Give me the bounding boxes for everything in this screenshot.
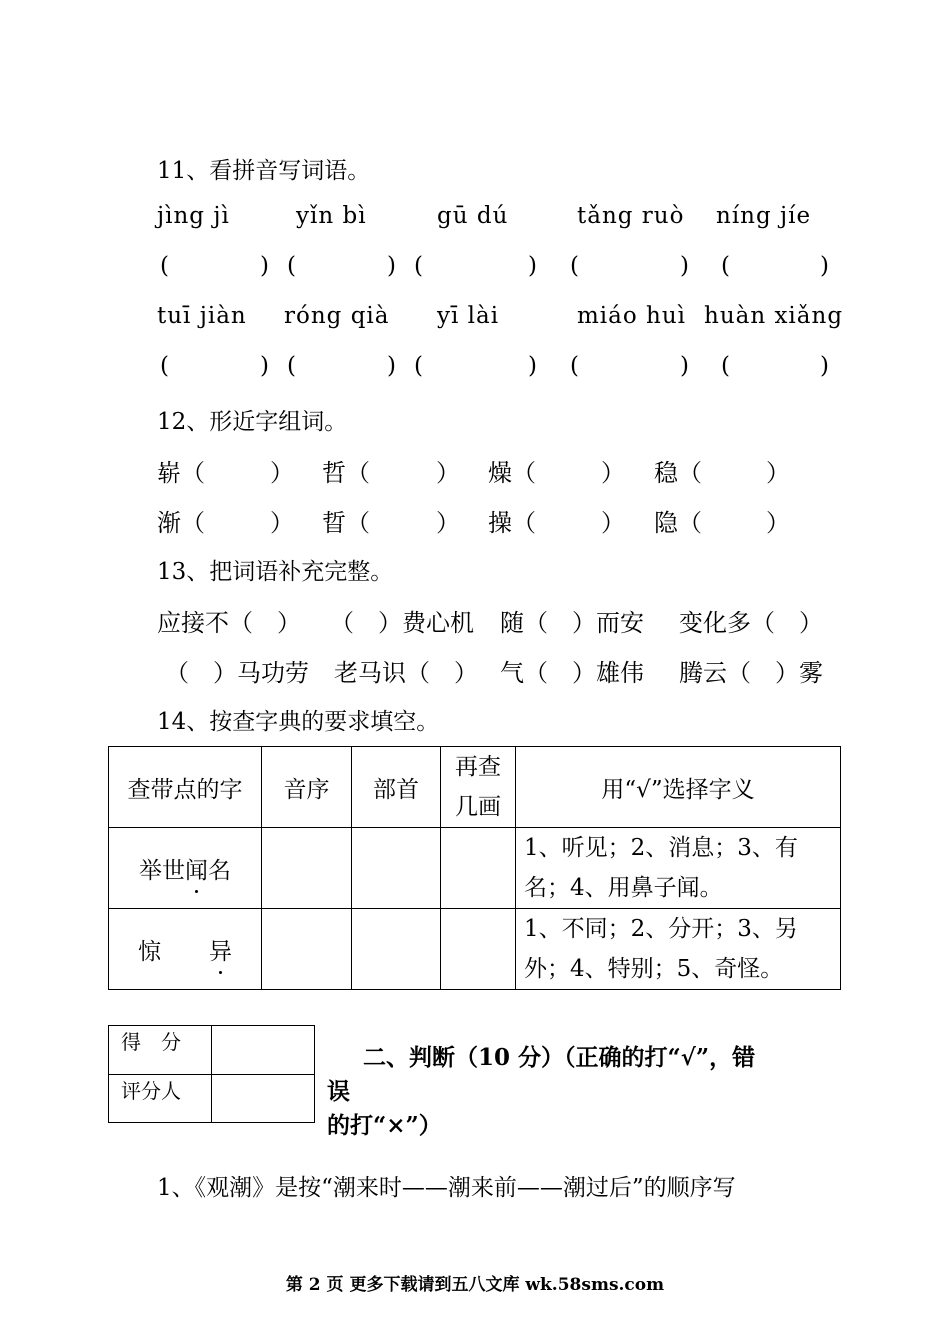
idiom-item: 随（ ）而安 (500, 609, 644, 637)
dictionary-table (108, 746, 841, 990)
open-paren: ( (287, 353, 296, 379)
close-paren: ) (260, 353, 269, 379)
char-word-item: ） (436, 459, 460, 487)
close-paren: ) (260, 253, 269, 279)
header-cell: 音序 (262, 747, 352, 828)
score-box (108, 1025, 315, 1123)
open-paren: ( (721, 353, 730, 379)
pinyin-item: yī lài (437, 303, 500, 329)
q13-title: 13、把词语补充完整。 (157, 559, 394, 585)
char-word-item: 隐（ (654, 509, 702, 537)
q14-title: 14、按查字典的要求填空。 (157, 709, 440, 735)
close-paren: ) (528, 253, 537, 279)
open-paren: ( (414, 353, 423, 379)
header-cell: 查带点的字 (109, 747, 262, 828)
idiom-item: 老马识（ ） (334, 659, 478, 687)
close-paren: ) (820, 253, 829, 279)
close-paren: ) (680, 353, 689, 379)
meaning-cell: 1、听见；2、消息；3、有 名；4、用鼻子闻。 (516, 828, 841, 909)
idiom-item: 应接不（ ） (157, 609, 301, 637)
close-paren: ) (528, 353, 537, 379)
header-line: 几画 (455, 794, 501, 820)
q12-title: 12、形近字组词。 (157, 409, 348, 435)
pinyin-item: róng qià (284, 303, 390, 329)
close-paren: ) (387, 353, 396, 379)
open-paren: ( (160, 253, 169, 279)
char-word-item: 稳（ (654, 459, 702, 487)
char-word-item: ） (601, 459, 625, 487)
section2-heading-cont: 的打“×”） (327, 1112, 442, 1139)
idiom-item: 气（ ）雄伟 (500, 659, 644, 687)
idiom-item: 腾云（ ）雾 (679, 659, 823, 687)
char-word-item: ） (766, 509, 790, 537)
word-cell: 惊 异 (109, 909, 262, 990)
open-paren: ( (414, 253, 423, 279)
idiom-item: （ ）费心机 (330, 609, 474, 637)
section2-heading-cont: 误 (327, 1078, 350, 1105)
char-word-item: ） (270, 459, 294, 487)
open-paren: ( (721, 253, 730, 279)
q11-title: 11、看拼音写词语。 (157, 158, 371, 184)
word-cell: 举世闻名 (109, 828, 262, 909)
char-word-item: 渐（ (157, 509, 205, 537)
open-paren: ( (287, 253, 296, 279)
idiom-item: （ ）马功劳 (165, 659, 309, 687)
char-word-item: 燥（ (488, 459, 536, 487)
pinyin-item: gū dú (437, 203, 509, 229)
answer-cell[interactable] (262, 909, 352, 990)
header-cell: 部首 (352, 747, 441, 828)
close-paren: ) (387, 253, 396, 279)
answer-cell[interactable] (441, 828, 516, 909)
pinyin-item: tǎng ruò (577, 203, 685, 229)
section2-heading: 二、判断（10 分）（正确的打“√”，错 (363, 1044, 756, 1071)
open-paren: ( (160, 353, 169, 379)
close-paren: ) (680, 253, 689, 279)
idiom-item: 变化多（ ） (679, 609, 823, 637)
char-word-item: 晢（ (322, 509, 370, 537)
answer-cell[interactable] (262, 828, 352, 909)
header-line: 再查 (455, 754, 501, 780)
pinyin-item: tuī jiàn (157, 303, 247, 329)
pinyin-item: miáo huì (577, 303, 687, 329)
score-label: 得 分 (109, 1026, 212, 1075)
char-word-item: 哲（ (322, 459, 370, 487)
pinyin-item: huàn xiǎng (704, 303, 844, 329)
char-word-item: ） (436, 509, 460, 537)
char-word-item: ） (601, 509, 625, 537)
grader-label: 评分人 (109, 1075, 212, 1123)
dotted-char: 闻 (185, 852, 208, 885)
judgment-item-1: 1、《观潮》是按“潮来时——潮来前——潮过后”的顺序写 (157, 1175, 736, 1201)
char-word-item: 操（ (488, 509, 536, 537)
header-cell: 用“√”选择字义 (516, 747, 841, 828)
open-paren: ( (570, 253, 579, 279)
pinyin-item: yǐn bì (296, 203, 367, 229)
close-paren: ) (820, 353, 829, 379)
char-word-item: ） (270, 509, 294, 537)
open-paren: ( (570, 353, 579, 379)
page-footer: 第 2 页 更多下载请到五八文库 wk.58sms.com (285, 1275, 665, 1295)
char-word-item: ） (766, 459, 790, 487)
header-cell (441, 747, 516, 828)
answer-cell[interactable] (441, 909, 516, 990)
dotted-char: 异 (209, 933, 232, 966)
answer-cell[interactable] (352, 909, 441, 990)
answer-cell[interactable] (352, 828, 441, 909)
meaning-cell: 1、不同；2、分开；3、另 外；4、特别；5、奇怪。 (516, 909, 841, 990)
score-value-cell[interactable] (212, 1026, 315, 1075)
grader-value-cell[interactable] (212, 1075, 315, 1123)
pinyin-item: níng jíe (716, 203, 812, 229)
pinyin-item: jìng jì (157, 203, 230, 229)
char-word-item: 崭（ (157, 459, 205, 487)
